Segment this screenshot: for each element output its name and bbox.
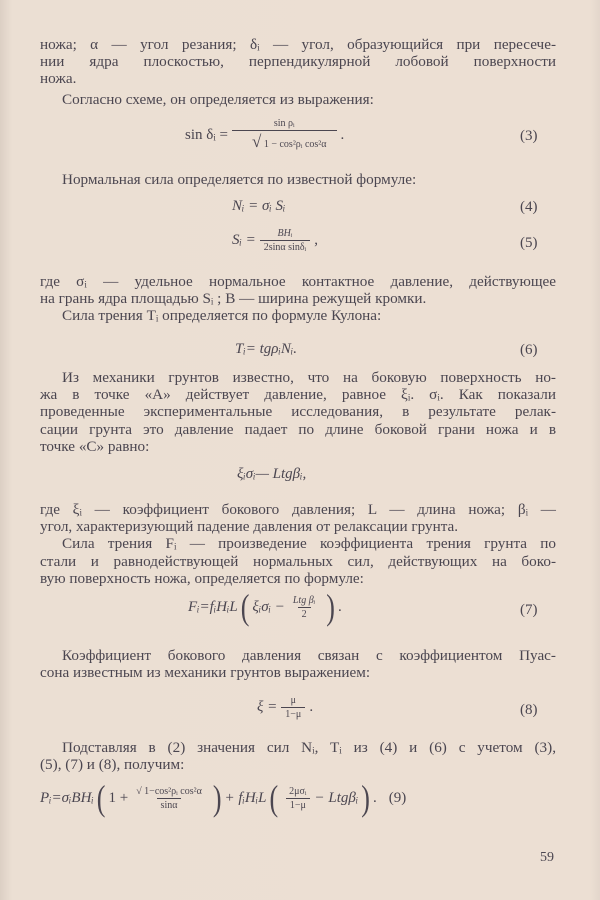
numerator: √ 1−cos²ρᵢ cos²α — [136, 786, 202, 797]
denominator: 2sinα sinδᵢ — [260, 240, 310, 253]
text-line: где ξᵢ — коэффициент бокового давления; L — длина ножа; βᵢ — — [40, 501, 556, 518]
equation-5 — [232, 228, 318, 253]
fraction — [232, 118, 337, 152]
eq-tail: . — [340, 126, 345, 143]
eq-lhs: Pᵢ=σᵢBHᵢ — [40, 790, 94, 806]
text-line: проведенные экспериментальные исследования, в результате релак- — [40, 403, 556, 421]
text-line: Из механики грунтов известно, что на боковую поверхность но- — [62, 369, 556, 386]
text-line: нии ядра плоскостью, перпендикулярной лобовой поверхности — [40, 53, 556, 71]
page-number: 59 — [540, 850, 554, 865]
eq-term: ξᵢσᵢ − — [252, 599, 285, 615]
equation-number: (4) — [520, 199, 538, 215]
denominator: 1−μ — [281, 707, 305, 720]
left-paren: ( — [269, 777, 279, 819]
eq-term: 1 + — [108, 790, 129, 806]
fraction — [132, 786, 206, 811]
equation-7 — [188, 586, 342, 628]
radicand: 1 − cos²ρᵢ cos²α — [263, 139, 327, 150]
equation-8 — [257, 695, 313, 720]
paragraph-7 — [40, 647, 556, 681]
left-paren: ( — [96, 777, 106, 819]
eq-tail: . — [337, 599, 342, 615]
equation-number: (8) — [520, 702, 538, 718]
text-line: стали и равнодействующей нормальных сил, действующих на боко- — [40, 552, 556, 570]
eq-tail: , — [314, 232, 318, 248]
equation-number: (7) — [520, 602, 538, 618]
eq-lhs: Sᵢ = — [232, 232, 256, 248]
paragraph-3 — [40, 171, 556, 188]
paragraph-1 — [40, 36, 556, 88]
paragraph-8 — [40, 739, 556, 773]
equation-number: (6) — [520, 342, 538, 358]
eq-lhs: Fᵢ=fᵢHᵢL — [188, 599, 238, 615]
right-paren: ) — [361, 777, 370, 819]
numerator: BHᵢ — [277, 228, 293, 239]
numerator: Ltg βᵢ — [292, 595, 316, 606]
equation-number: (5) — [520, 235, 538, 251]
text-line: вую поверхность ножа, определяется по формуле: — [40, 569, 364, 587]
paragraph-4 — [40, 273, 556, 325]
text-line: на грань ядра площадью Sᵢ ; B — ширина режущей кромки. — [40, 290, 427, 308]
numerator: sin ρᵢ — [273, 118, 295, 129]
equation-3 — [185, 118, 344, 152]
right-paren: ) — [326, 586, 335, 628]
paragraph-6 — [40, 501, 556, 587]
denominator: √ 1 − cos²ρᵢ cos²α — [232, 130, 337, 152]
equation-9 — [40, 777, 407, 819]
text-line: угол, характеризующий падение давления от релаксации грунта. — [40, 518, 459, 536]
paragraph-2 — [40, 91, 556, 108]
text-line: сации грунта это давление падает по длине боковой грани ножа и в — [40, 420, 556, 438]
fraction — [281, 695, 305, 720]
eq-tail: . — [372, 790, 377, 806]
text-line: точке «С» равно: — [40, 437, 150, 455]
fraction — [260, 228, 310, 253]
eq-term: + fᵢHᵢL — [224, 790, 267, 806]
fraction — [285, 786, 310, 811]
text-line: ножа. — [40, 70, 77, 88]
equation-number: (9) — [388, 790, 407, 806]
eq-term: − Ltgβᵢ — [314, 790, 359, 806]
text-line: Нормальная сила определяется по известной формуле: — [62, 171, 417, 188]
text-line: (5), (7) и (8), получим: — [40, 756, 185, 774]
numerator: μ — [290, 695, 296, 706]
fraction — [289, 595, 319, 620]
numerator: 2μσᵢ — [289, 786, 307, 797]
text-line: сона известным из механики грунтов выражением: — [40, 664, 371, 682]
right-paren: ) — [212, 777, 222, 819]
left-paren: ( — [240, 586, 250, 628]
text-line: ножа; α — угол резания; δᵢ — угол, образующийся при пересече- — [40, 36, 556, 53]
denominator: 2 — [298, 607, 311, 620]
text-line: жа в точке «А» действует давление, равное ξᵢ. σᵢ. Как показали — [40, 386, 556, 404]
paragraph-5 — [40, 369, 556, 455]
equation-point-c: ξᵢσᵢ— Ltgβᵢ, — [237, 466, 307, 482]
eq-lhs: ξ = — [257, 699, 278, 715]
text-line: где σᵢ — удельное нормальное контактное давление, действующее — [40, 273, 556, 290]
denominator: 1−μ — [286, 798, 310, 811]
eq-tail: . — [309, 699, 314, 715]
equation-number: (3) — [520, 128, 538, 144]
denominator: sinα — [157, 798, 182, 811]
equation-4: Nᵢ = σᵢ Sᵢ — [232, 198, 286, 214]
eq-lhs: sin δᵢ = — [185, 126, 228, 143]
text-line: Сила трения Tᵢ определяется по формуле Кулона: — [62, 307, 382, 325]
text-line: Сила трения Fᵢ — произведение коэффициента трения грунта по — [62, 535, 556, 553]
text-line: Коэффициент бокового давления связан с коэффициентом Пуас- — [62, 647, 556, 664]
text-line: Подставляя в (2) значения сил Nᵢ, Tᵢ из (4) и (6) с учетом (3), — [62, 739, 556, 756]
text-line: Согласно схеме, он определяется из выражения: — [62, 91, 374, 108]
equation-6: Tᵢ= tgρᵢNᵢ. — [235, 341, 297, 357]
